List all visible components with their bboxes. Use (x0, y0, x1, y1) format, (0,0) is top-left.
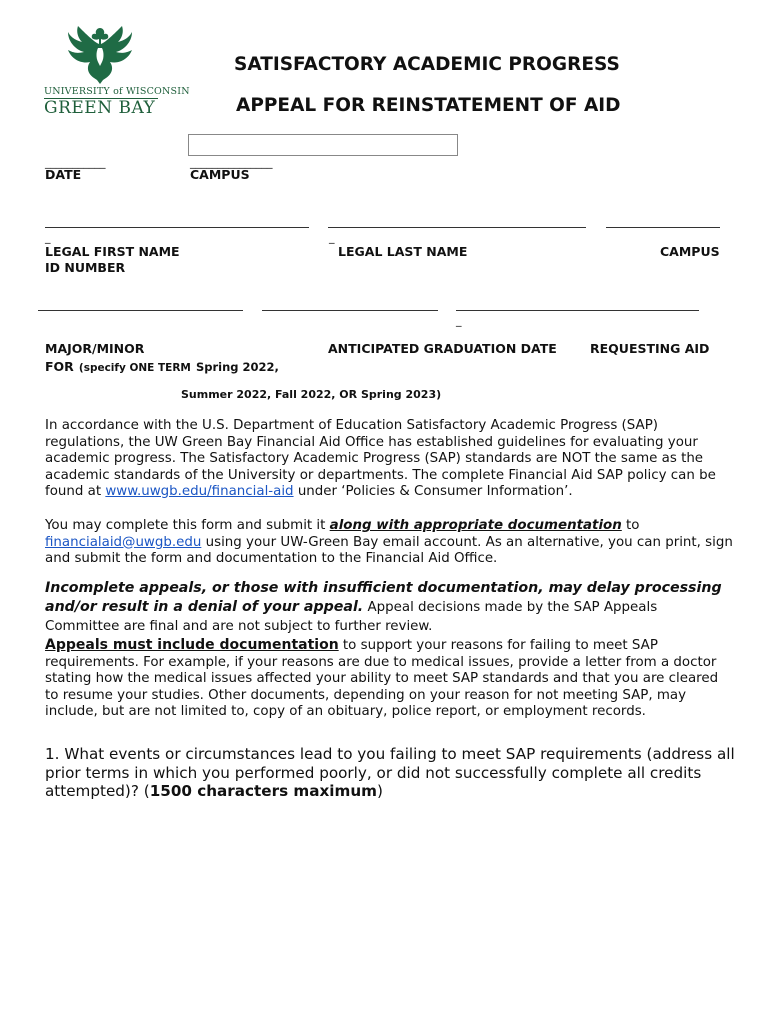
university-logo (44, 22, 190, 118)
logo-university-text: UNIVERSITY of WISCONSIN (44, 86, 190, 97)
para2-text-after: using your UW-Green Bay email account. As an alternative, you can print, sign and submit the form and documentation to the Financial Aid Office. (45, 534, 733, 566)
requesting-aid-label: REQUESTING AID (590, 341, 710, 356)
top-text-input[interactable] (188, 134, 458, 156)
question-1 (45, 745, 735, 801)
term-hint-close: ) (436, 388, 442, 401)
financial-aid-email-link[interactable]: financialaid@uwgb.edu (45, 534, 202, 550)
question-1-close: ) (376, 782, 383, 800)
for-label: FOR (45, 359, 74, 374)
financial-aid-link[interactable]: www.uwgb.edu/financial-aid (105, 484, 294, 499)
documentation-emphasis: along with appropriate documentation (329, 518, 622, 533)
para2-text-mid: to (621, 518, 640, 533)
incomplete-appeals-paragraph (45, 579, 735, 636)
para1-text: In accordance with the U.S. Department of Education Satisfactory Academic Progress (SAP) regulations, the UW Green Bay Financial Aid Office has established guidelines for evaluating your academic progress. The Satisfactory Academic Progress (SAP) standards are NOT the same as the academic standards of the University or departments. The complete Financial Aid SAP policy can be found at (45, 418, 716, 499)
documentation-requirement-emphasis: Appeals must include documentation (45, 637, 339, 653)
term-hint-1: (specify ONE TERM (78, 362, 191, 374)
requesting-aid-line[interactable] (456, 310, 699, 311)
last-name-line[interactable] (328, 227, 586, 228)
graduation-date-label: ANTICIPATED GRADUATION DATE (328, 341, 557, 356)
campus-label-2: CAMPUS (660, 244, 720, 259)
campus-label: CAMPUS (190, 167, 250, 182)
phoenix-icon (64, 22, 136, 84)
term-line (45, 356, 279, 375)
para3-text: Appeal decisions made by the SAP Appeals Committee are final and are not subject to further review. (45, 600, 658, 634)
last-name-label: LEGAL LAST NAME (338, 244, 468, 259)
para1-text-after: under ‘Policies & Consumer Information’. (293, 484, 573, 499)
major-minor-line[interactable] (38, 310, 243, 311)
last-name-dash: _ (329, 231, 335, 244)
date-underline: ___________ (45, 156, 106, 169)
logo-green-bay-text: GREEN BAY (44, 98, 156, 118)
sap-intro-paragraph (45, 418, 735, 501)
form-title: SATISFACTORY ACADEMIC PROGRESS (234, 54, 620, 75)
term-hint-3: Summer 2022, Fall 2022, OR Spring 2023 (181, 388, 437, 401)
term-hint-2: Spring 2022, (195, 360, 279, 374)
para4-text: to support your reasons for failing to meet SAP requirements. For example, if your reasons are due to medical issues, provide a letter from a doctor stating how the medical issues affected your ability to meet SAP standards and that you are cleared to resume your studies. Other documents, depending on your reason for not meeting SAP, may include, but are not limited to, copy of an obituary, police report, or employment records. (45, 638, 719, 719)
campus-underline: _______________ (190, 156, 273, 169)
para2-text: You may complete this form and submit it (45, 518, 330, 533)
documentation-paragraph (45, 637, 735, 721)
character-limit: 1500 characters maximum (149, 782, 377, 800)
requesting-aid-dash: _ (456, 314, 462, 327)
first-name-dash: _ (45, 231, 51, 244)
incomplete-appeals-emphasis: Incomplete appeals, or those with insufficient documentation, may delay processing and/or result in a denial of your appeal. (45, 580, 722, 615)
first-name-line[interactable] (45, 227, 309, 228)
major-minor-label: MAJOR/MINOR (45, 341, 145, 356)
form-subtitle: APPEAL FOR REINSTATEMENT OF AID (236, 95, 621, 116)
graduation-date-line[interactable] (262, 310, 438, 311)
term-hint-3-line (181, 388, 441, 401)
date-label: DATE (45, 167, 82, 182)
campus-line[interactable] (606, 227, 720, 228)
id-number-label: ID NUMBER (45, 260, 126, 275)
first-name-label: LEGAL FIRST NAME (45, 244, 180, 259)
submission-paragraph (45, 518, 735, 568)
question-1-text: 1. What events or circumstances lead to you failing to meet SAP requirements (address all prior terms in which you performed poorly, or did not successfully complete all credits attempted)? ( (45, 745, 735, 800)
